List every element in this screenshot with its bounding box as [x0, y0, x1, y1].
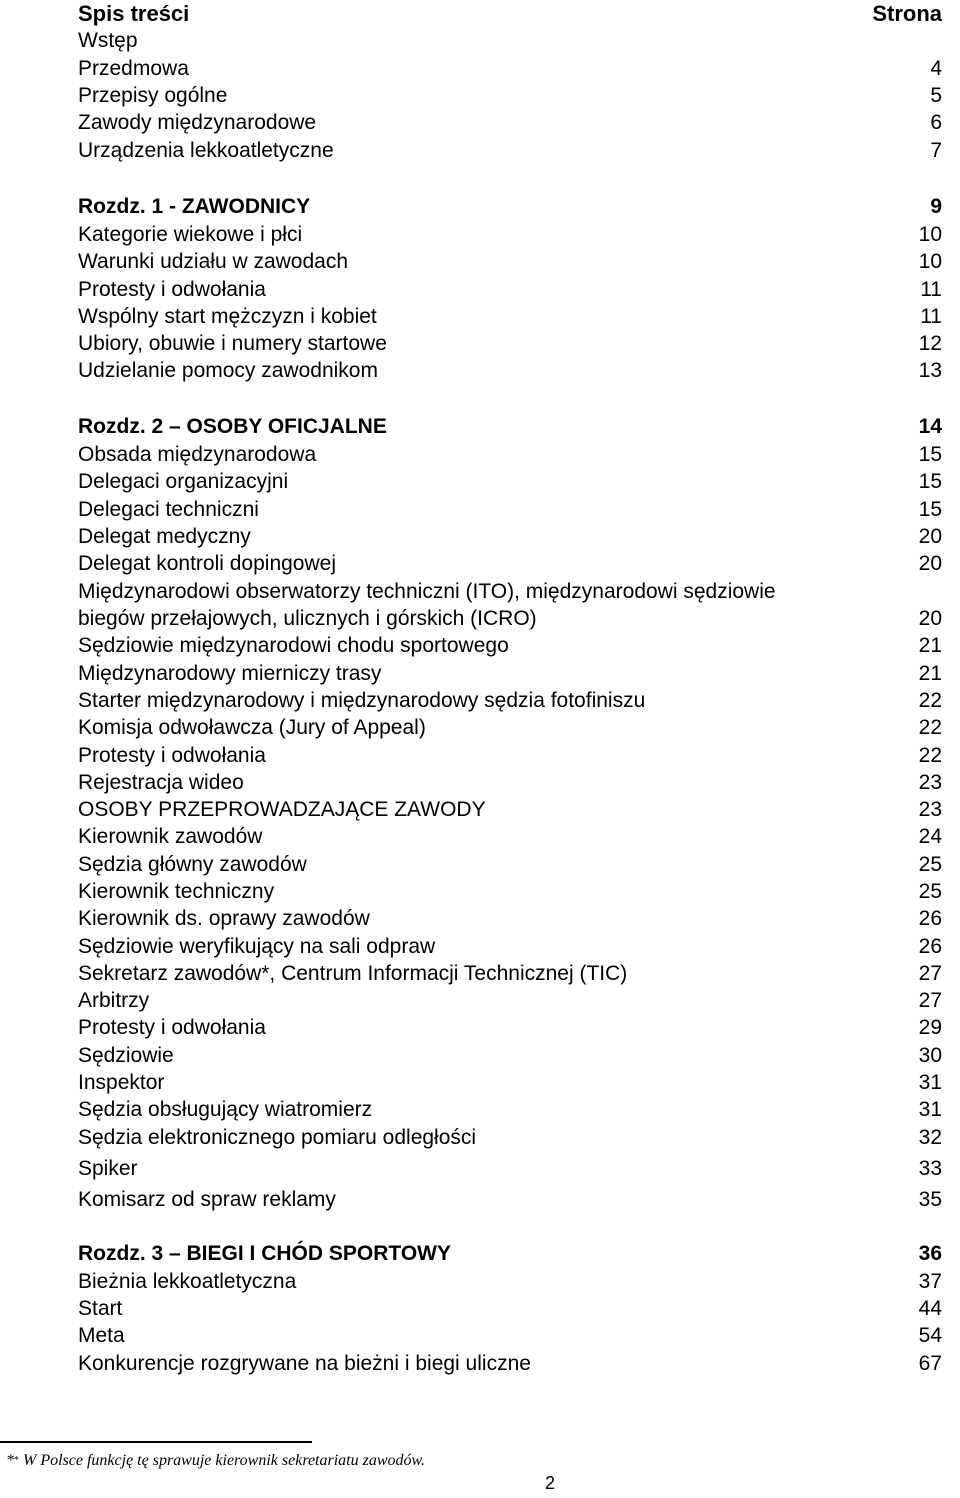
- toc-entry-page: 20: [918, 552, 942, 575]
- toc-entry-page: 22: [918, 689, 942, 712]
- toc-entry: [78, 878, 942, 905]
- footnote-separator: [0, 1441, 312, 1443]
- toc-entry: [78, 496, 942, 523]
- footnote: [6, 1451, 425, 1471]
- toc-entry-page: 37: [918, 1270, 942, 1293]
- toc-entry: [78, 851, 942, 878]
- toc-entry-title: Przepisy ogólne: [78, 84, 228, 107]
- toc-entry-title: biegów przełajowych, ulicznych i górskich (ICRO): [78, 607, 537, 630]
- toc-entry-title: Sekretarz zawodów*, Centrum Informacji Technicznej (TIC): [78, 962, 628, 985]
- toc-entry-title: Protesty i odwołania: [78, 278, 266, 301]
- toc-entry: [78, 1124, 942, 1151]
- toc-entry-title: Urządzenia lekkoatletyczne: [78, 139, 334, 162]
- toc-entry: [78, 27, 942, 54]
- toc-entry-page: 6: [930, 111, 942, 134]
- toc-entry: [78, 441, 942, 468]
- toc-entry-page: 29: [918, 1016, 942, 1039]
- toc-entry-page: 67: [918, 1352, 942, 1375]
- toc-entry: [78, 1096, 942, 1123]
- chapter-title: Rozdz. 3 – BIEGI I CHÓD SPORTOWY: [78, 1242, 451, 1265]
- toc-entry-page: 26: [918, 935, 942, 958]
- toc-entry-page: 31: [918, 1071, 942, 1094]
- toc-entry-title: Delegaci organizacyjni: [78, 470, 289, 493]
- chapter-heading-2: [78, 413, 942, 440]
- toc-entry-title: Sędzia elektronicznego pomiaru odległości: [78, 1126, 477, 1149]
- toc-entry: [78, 1268, 942, 1295]
- toc-entry-page: 32: [918, 1126, 942, 1149]
- toc-entry-title: Sędziowie weryfikujący na sali odpraw: [78, 935, 436, 958]
- chapter-heading-3: [78, 1240, 942, 1267]
- chapter-heading-1: [78, 193, 942, 220]
- toc-entry: [78, 303, 942, 330]
- page-column-heading: Strona: [872, 1, 942, 26]
- toc-entry-page: 10: [918, 223, 942, 246]
- toc-entry: [78, 605, 942, 632]
- footnote-marker: *: [6, 1452, 14, 1469]
- toc-entry-page: 23: [918, 798, 942, 821]
- toc-entry-title: Zawody międzynarodowe: [78, 111, 317, 134]
- toc-entry-page: 31: [918, 1098, 942, 1121]
- toc-entry-title: Konkurencje rozgrywane na bieżni i biegi uliczne: [78, 1352, 531, 1375]
- toc-entry: [78, 137, 942, 164]
- toc-entry-title: Inspektor: [78, 1071, 165, 1094]
- toc-entry-title: Delegat medyczny: [78, 525, 251, 548]
- toc-entry-title: Wspólny start mężczyzn i kobiet: [78, 305, 377, 328]
- toc-entry: [78, 660, 942, 687]
- toc-entry: [78, 1155, 942, 1182]
- toc-entry-page: 26: [918, 907, 942, 930]
- toc-entry: [78, 1069, 942, 1096]
- toc-entry: [78, 905, 942, 932]
- toc-entry: [78, 221, 942, 248]
- toc-entry-title: Przedmowa: [78, 57, 189, 80]
- toc-entry-title: Kierownik zawodów: [78, 825, 263, 848]
- toc-entry: [78, 248, 942, 275]
- toc-entry-page: 11: [920, 278, 942, 301]
- toc-entry: [78, 742, 942, 769]
- toc-entry-page: 15: [918, 470, 942, 493]
- toc-entry-page: 25: [918, 880, 942, 903]
- toc-entry-title: Międzynarodowi obserwatorzy techniczni (ITO), międzynarodowi sędziowie: [78, 580, 776, 603]
- toc-entry-page: 54: [918, 1324, 942, 1347]
- toc-heading: Spis treści: [78, 1, 190, 26]
- toc-entry: [78, 714, 942, 741]
- chapter-page: 9: [930, 195, 942, 218]
- toc-entry-page: 4: [930, 57, 942, 80]
- toc-entry-title: Kategorie wiekowe i płci: [78, 223, 303, 246]
- toc-entry: [78, 82, 942, 109]
- toc-entry: [78, 769, 942, 796]
- toc-entry: [78, 109, 942, 136]
- toc-entry: [78, 1322, 942, 1349]
- chapter-title: Rozdz. 2 – OSOBY OFICJALNE: [78, 415, 387, 438]
- toc-entry-page: 27: [918, 962, 942, 985]
- toc-entry: [78, 632, 942, 659]
- toc-entry-page: 21: [918, 662, 942, 685]
- toc-entry-title: Sędzia obsługujący wiatromierz: [78, 1098, 373, 1121]
- toc-entry-title: Bieżnia lekkoatletyczna: [78, 1270, 297, 1293]
- toc-entry: [78, 1295, 942, 1322]
- chapter-title: Rozdz. 1 - ZAWODNICY: [78, 195, 311, 218]
- toc-entry-title: Udzielanie pomocy zawodnikom: [78, 359, 378, 382]
- toc-entry: [78, 523, 942, 550]
- toc-entry-title: Delegat kontroli dopingowej: [78, 552, 336, 575]
- toc-entry-title: Komisja odwoławcza (Jury of Appeal): [78, 716, 426, 739]
- toc-entry-title: Spiker: [78, 1157, 138, 1180]
- toc-entry-page: 35: [918, 1188, 942, 1211]
- toc-entry-page: 15: [918, 498, 942, 521]
- toc-entry: [78, 1042, 942, 1069]
- toc-entry-title: Delegaci techniczni: [78, 498, 259, 521]
- toc-entry-page: 24: [918, 825, 942, 848]
- toc-entry: [78, 55, 942, 82]
- toc-entry-page: 27: [918, 989, 942, 1012]
- toc-entry-title: Meta: [78, 1324, 125, 1347]
- toc-entry-page: 33: [918, 1157, 942, 1180]
- toc-heading-row: [78, 0, 942, 27]
- toc-entry-page: 20: [918, 525, 942, 548]
- footnote-text: W Polsce funkcję tę sprawuje kierownik sekretariatu zawodów.: [23, 1452, 425, 1469]
- toc-entry-title: Sędziowie: [78, 1044, 174, 1067]
- toc-entry-page: 12: [918, 332, 942, 355]
- toc-entry: [78, 357, 942, 384]
- toc-entry: [78, 1350, 942, 1377]
- toc-entry-title: Obsada międzynarodowa: [78, 443, 317, 466]
- toc-entry-title: Międzynarodowy mierniczy trasy: [78, 662, 382, 685]
- toc-entry: [78, 987, 942, 1014]
- toc-entry: [78, 960, 942, 987]
- page-number: 2: [544, 1473, 555, 1493]
- chapter-page: 14: [918, 415, 942, 438]
- toc-entry: [78, 276, 942, 303]
- toc-entry-page: 11: [920, 305, 942, 328]
- toc-entry: [78, 823, 942, 850]
- footnote-marker-sup: *: [14, 1455, 19, 1466]
- toc-entry-page: 7: [930, 139, 942, 162]
- toc-entry-page: 13: [918, 359, 942, 382]
- toc-entry-page: 25: [918, 853, 942, 876]
- toc-entry-title: Rejestracja wideo: [78, 771, 244, 794]
- toc-entry-title: OSOBY PRZEPROWADZAJĄCE ZAWODY: [78, 798, 486, 821]
- toc-entry: [78, 687, 942, 714]
- toc-entry-title: Wstęp: [78, 29, 138, 52]
- toc-entry-title: Kierownik ds. oprawy zawodów: [78, 907, 370, 930]
- toc-entry-page: 15: [918, 443, 942, 466]
- toc-entry-title: Komisarz od spraw reklamy: [78, 1188, 336, 1211]
- toc-entry: [78, 796, 942, 823]
- toc-entry-title: Arbitrzy: [78, 989, 150, 1012]
- chapter-page: 36: [918, 1242, 942, 1265]
- toc-entry-title: Warunki udziału w zawodach: [78, 250, 349, 273]
- toc-entry-title: Sędzia główny zawodów: [78, 853, 307, 876]
- toc-entry: [78, 578, 942, 605]
- toc-entry-title: Start: [78, 1297, 123, 1320]
- toc-entry-title: Kierownik techniczny: [78, 880, 275, 903]
- toc-entry-page: 21: [918, 634, 942, 657]
- toc-entry-page: 22: [918, 744, 942, 767]
- toc-entry-page: 23: [918, 771, 942, 794]
- toc-entry-title: Starter międzynarodowy i międzynarodowy sędzia fotofiniszu: [78, 689, 646, 712]
- toc-entry: [78, 468, 942, 495]
- toc-entry: [78, 933, 942, 960]
- toc-entry-page: 22: [918, 716, 942, 739]
- toc-entry: [78, 1014, 942, 1041]
- toc-entry-title: Protesty i odwołania: [78, 744, 266, 767]
- toc-entry-page: 44: [918, 1297, 942, 1320]
- toc-entry-page: 10: [918, 250, 942, 273]
- toc-entry-title: Protesty i odwołania: [78, 1016, 266, 1039]
- toc-entry-page: 5: [930, 84, 942, 107]
- toc-entry: [78, 1186, 942, 1213]
- toc-entry: [78, 550, 942, 577]
- toc-entry-title: Sędziowie międzynarodowi chodu sportowego: [78, 634, 509, 657]
- toc-entry: [78, 330, 942, 357]
- toc-entry-page: 20: [918, 607, 942, 630]
- toc-entry-page: 30: [918, 1044, 942, 1067]
- toc-entry-title: Ubiory, obuwie i numery startowe: [78, 332, 387, 355]
